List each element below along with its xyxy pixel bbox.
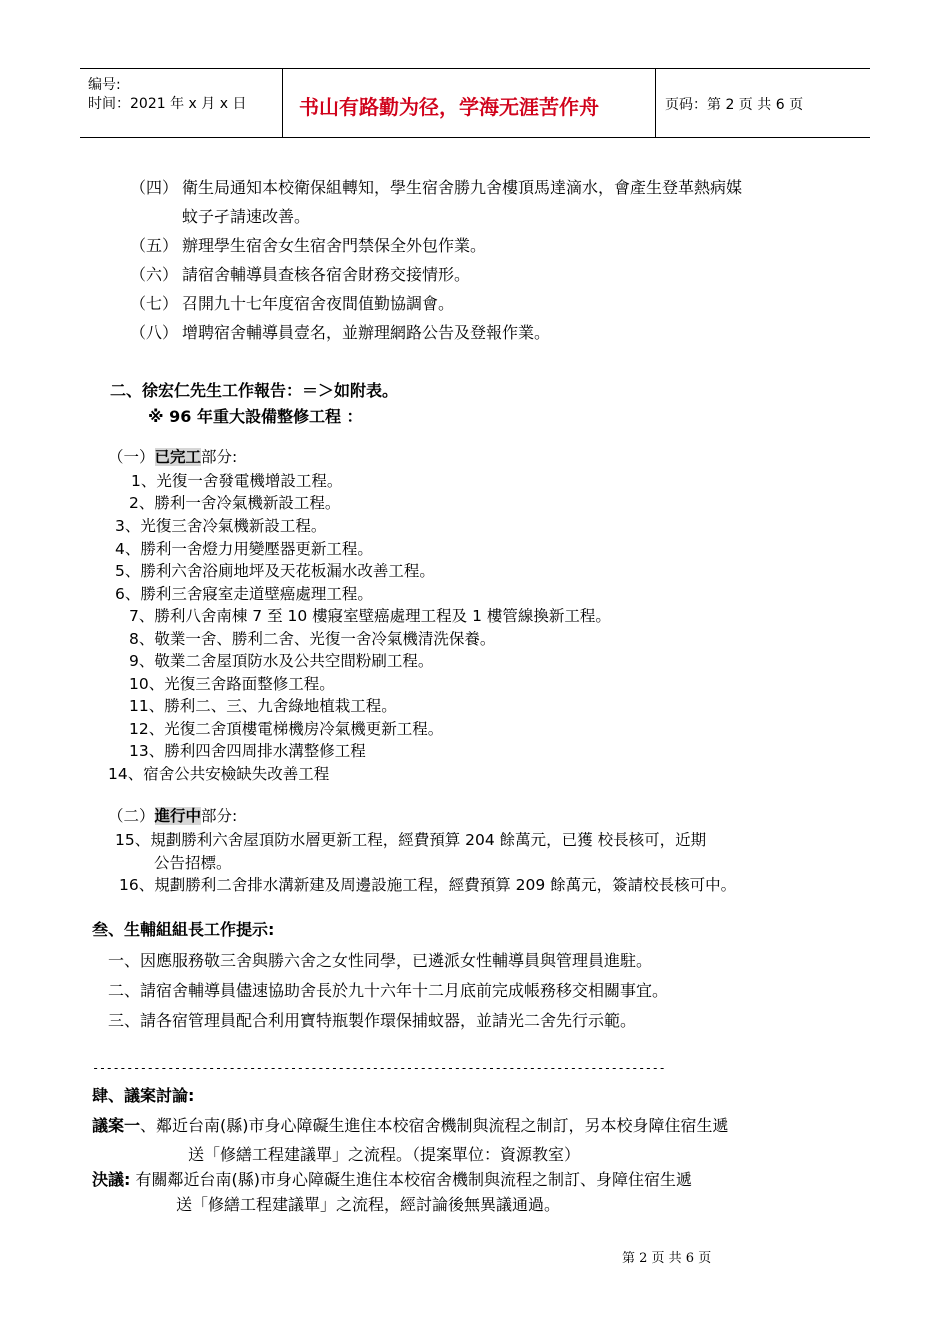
completed-item: 2、勝利一舍冷氣機新設工程。	[129, 494, 341, 512]
completed-item: 13、勝利四舍四周排水溝整修工程	[129, 742, 366, 760]
item-text: 召開九十七年度宿舍夜間值勤協調會。	[182, 294, 455, 313]
resolution-text: 有關鄰近台南(縣)市身心障礙生進住本校宿舍機制與流程之制訂、身障住宿生遞	[135, 1170, 692, 1189]
header-divider	[282, 69, 283, 137]
completed-item: 1、光復一舍發電機增設工程。	[131, 472, 343, 490]
inprogress-item: 15、規劃勝利六舍屋頂防水層更新工程，經費預算 204 餘萬元，已獲 校長核可，近期	[115, 831, 707, 849]
header-divider	[655, 69, 656, 137]
completed-item: 4、勝利一舍燈力用變壓器更新工程。	[115, 540, 373, 558]
item-number: （七）	[130, 294, 179, 313]
section4-title: 肆、議案討論:	[92, 1086, 195, 1105]
number-label: 编号:	[88, 77, 121, 93]
item-number: （六）	[130, 265, 179, 284]
page-footer: 第 2 页 共 6 页	[622, 1251, 712, 1266]
completed-item: 7、勝利八舍南棟 7 至 10 樓寢室壁癌處理工程及 1 樓管線換新工程。	[129, 607, 611, 625]
inprogress-item-cont: 公告招標。	[154, 854, 232, 872]
section3-title: 叁、生輔組組長工作提示:	[92, 920, 275, 939]
resolution-cont: 送「修繕工程建議單」之流程，經討論後無異議通過。	[176, 1195, 561, 1214]
inprogress-highlight: 進行中	[154, 807, 202, 825]
resolution-line	[92, 1167, 692, 1190]
item-number: （五）	[130, 236, 179, 255]
completed-item: 9、敬業二舍屋頂防水及公共空間粉刷工程。	[129, 652, 434, 670]
section3-item: 二、請宿舍輔導員儘速協助舍長於九十六年十二月底前完成帳務移交相關事宜。	[108, 981, 669, 1000]
section2-title: 二、徐宏仁先生工作報告：＝＞如附表。	[110, 381, 399, 400]
completed-item: 3、光復三舍冷氣機新設工程。	[115, 517, 327, 535]
inprogress-heading	[108, 804, 237, 826]
item-number: （八）	[130, 323, 179, 342]
inprogress-prefix: （二）	[108, 807, 155, 825]
page-header	[80, 68, 870, 138]
item-text: 衛生局通知本校衛保組轉知，學生宿舍勝九舍樓頂馬達滴水，會產生登革熱病媒	[182, 178, 743, 197]
item-number: （四）	[130, 178, 179, 197]
completed-item: 8、敬業一舍、勝利二舍、光復一舍冷氣機清洗保養。	[129, 630, 496, 648]
section3-item: 一、因應服務敬三舍與勝六舍之女性同學，已遴派女性輔導員與管理員進駐。	[108, 951, 653, 970]
proposal-text: 、鄰近台南(縣)市身心障礙生進住本校宿舍機制與流程之制訂，另本校身障住宿生遞	[140, 1116, 729, 1135]
item-text-cont: 蚊子孑請速改善。	[182, 207, 311, 226]
proposal-cont: 送「修繕工程建議單」之流程。（提案單位：資源教室）	[188, 1145, 581, 1164]
proposal-label: 議案一	[92, 1116, 141, 1135]
completed-suffix: 部分:	[201, 448, 238, 466]
page-info: 页码：第 2 页 共 6 页	[665, 97, 804, 113]
section3-item: 三、請各宿管理員配合利用寶特瓶製作環保捕蚊器，並請光二舍先行示範。	[108, 1011, 637, 1030]
completed-item: 5、勝利六舍浴廁地坪及天花板漏水改善工程。	[115, 562, 435, 580]
section2-subtitle: ※ 96 年重大設備整修工程 ：	[148, 407, 363, 426]
proposal-line	[92, 1113, 729, 1136]
resolution-label: 決議:	[92, 1170, 131, 1189]
inprogress-suffix: 部分:	[201, 807, 238, 825]
completed-highlight: 已完工	[154, 448, 202, 466]
dashed-divider: ------------------------------------------------------------------------------------	[92, 1061, 666, 1075]
completed-item: 11、勝利二、三、九舍綠地植栽工程。	[129, 697, 397, 715]
completed-item: 14、宿舍公共安檢缺失改善工程	[108, 765, 330, 783]
completed-item: 10、光復三舍路面整修工程。	[129, 675, 335, 693]
inprogress-item: 16、規劃勝利二舍排水溝新建及周邊設施工程，經費預算 209 餘萬元，簽請校長核可中。	[119, 876, 737, 894]
item-text: 請宿舍輔導員查核各宿舍財務交接情形。	[182, 265, 471, 284]
item-text: 辦理學生宿舍女生宿舍門禁保全外包作業。	[182, 236, 487, 255]
completed-heading	[108, 445, 237, 467]
completed-item: 12、光復二舍頂樓電梯機房冷氣機更新工程。	[129, 720, 444, 738]
item-text: 增聘宿舍輔導員壹名，並辦理網路公告及登報作業。	[182, 323, 551, 342]
completed-prefix: （一）	[108, 448, 155, 466]
date-label: 时间：2021 年 x 月 x 日	[88, 96, 247, 112]
motto: 书山有路勤为径，学海无涯苦作舟	[299, 95, 599, 119]
completed-item: 6、勝利三舍寢室走道壁癌處理工程。	[115, 585, 373, 603]
